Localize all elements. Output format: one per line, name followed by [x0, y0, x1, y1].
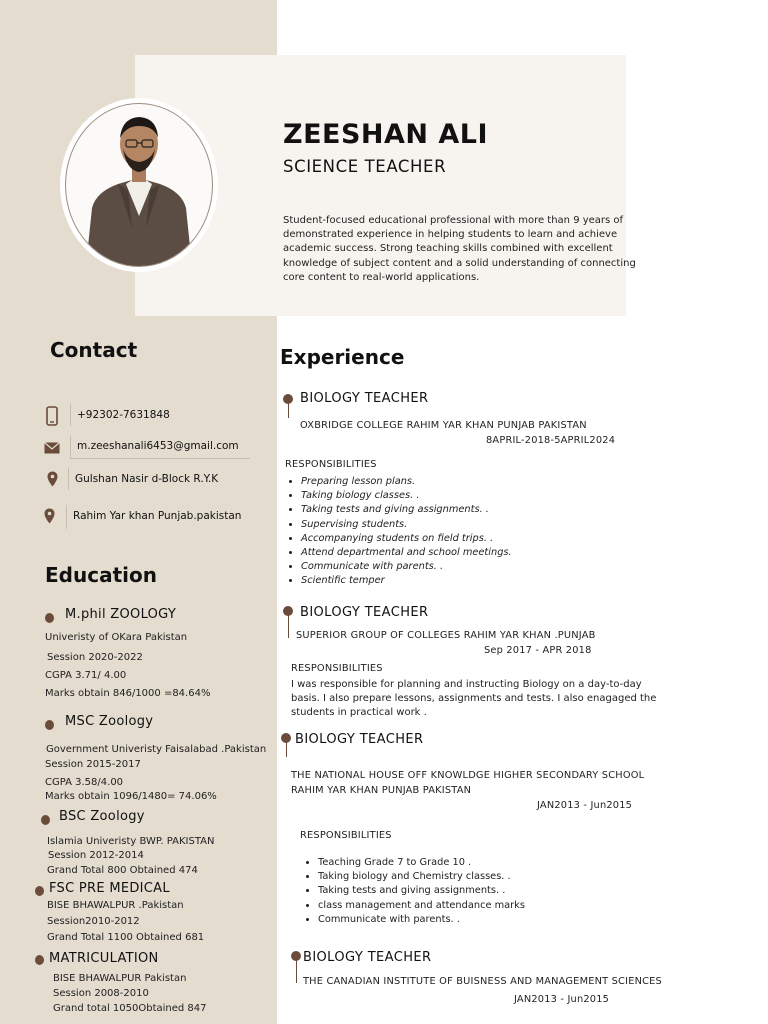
job-title: BIOLOGY TEACHER — [295, 732, 424, 747]
duty-item: • Scientific temper — [301, 574, 601, 588]
degree-detail: BISE BHAWALPUR .Pakistan — [47, 900, 184, 911]
duty-item: • Communicate with parents. . — [301, 560, 601, 574]
degree-detail: CGPA 3.71/ 4.00 — [45, 670, 127, 681]
degree-title: BSC Zoology — [59, 809, 145, 824]
degree-detail: Session 2015-2017 — [45, 759, 141, 770]
job-dates: JAN2013 - Jun2015 — [537, 800, 633, 811]
responsibilities-label: RESPONSIBILITIES — [291, 663, 383, 674]
degree-title: M.phil ZOOLOGY — [65, 607, 177, 622]
job-organization: THE CANADIAN INSTITUTE OF BUISNESS AND MANAGEMENT SCIENCES — [303, 976, 662, 987]
job-role: SCIENCE TEACHER — [283, 157, 447, 176]
bullet-dot — [45, 720, 54, 730]
divider — [68, 468, 69, 490]
phone-icon — [46, 406, 58, 426]
degree-detail: Session 2008-2010 — [53, 988, 149, 999]
profile-summary: Student-focused educational professional with more than 9 years of demonstrated experience in helping students to learn and achieve academic success. Strong teaching skills combined with excellent knowledge of subject content and a solid understanding of connecting core content to real-world applications. — [283, 215, 636, 283]
timeline-stem — [288, 402, 290, 418]
phone-number[interactable]: +92302-7631848 — [77, 409, 170, 421]
responsibilities-label: RESPONSIBILITIES — [285, 459, 377, 470]
degree-detail: Univeristy of OKara Pakistan — [45, 632, 188, 643]
duty-item: • class management and attendance marks — [318, 899, 618, 913]
degree-detail: Government Univeristy Faisalabad .Pakistan — [46, 744, 267, 755]
bullet-dot — [35, 955, 44, 965]
duties-paragraph: I was responsible for planning and instructing Biology on a day-to-day basis. I also prepare lessons, assignments and tests. I also enagaged the students in practical work . — [291, 679, 657, 718]
email-address[interactable]: m.zeeshanali6453@gmail.com — [77, 440, 239, 452]
degree-title: MATRICULATION — [49, 951, 159, 966]
location-pin-icon — [47, 471, 58, 487]
job-title: BIOLOGY TEACHER — [300, 605, 429, 620]
job-title: BIOLOGY TEACHER — [303, 950, 432, 965]
timeline-stem — [296, 959, 298, 983]
degree-detail: BISE BHAWALPUR Pakistan — [53, 973, 187, 984]
duty-item: • Preparing lesson plans. — [301, 475, 601, 489]
job-dates: Sep 2017 - APR 2018 — [484, 645, 592, 656]
bullet-dot — [35, 886, 44, 896]
profile-photo — [60, 98, 218, 272]
duty-item: • Attend departmental and school meetings. — [301, 546, 601, 560]
degree-detail: Grand Total 1100 Obtained 681 — [47, 932, 205, 943]
duty-item: • Taking tests and giving assignments. . — [318, 884, 618, 898]
experience-heading: Experience — [280, 345, 405, 369]
divider — [70, 458, 250, 459]
bullet-dot — [45, 613, 54, 623]
degree-detail: Islamia Univeristy BWP. PAKISTAN — [47, 836, 215, 847]
timeline-stem — [288, 614, 290, 638]
email-icon — [44, 442, 60, 454]
education-heading: Education — [45, 563, 157, 587]
degree-title: MSC Zoology — [65, 714, 154, 729]
location-pin-icon — [44, 508, 55, 524]
degree-detail: Session2010-2012 — [47, 916, 140, 927]
job-title: BIOLOGY TEACHER — [300, 391, 429, 406]
job-organization: OXBRIDGE COLLEGE RAHIM YAR KHAN PUNJAB PAKISTAN — [300, 420, 587, 431]
bullet-dot — [41, 815, 50, 825]
degree-detail: Session 2012-2014 — [48, 850, 144, 861]
duty-item: • Taking biology classes. . — [301, 489, 601, 503]
divider — [66, 505, 67, 529]
divider — [70, 404, 71, 426]
duty-item: • Accompanying students on field trips. . — [301, 532, 601, 546]
job-organization-line-2: RAHIM YAR KHAN PUNJAB PAKISTAN — [291, 785, 472, 796]
degree-detail: Grand total 1050Obtained 847 — [53, 1003, 207, 1014]
duties-list — [302, 856, 618, 927]
job-organization: THE NATIONAL HOUSE OFF KNOWLDGE HIGHER SECONDARY SCHOOL — [291, 770, 645, 781]
job-dates: 8APRIL-2018-5APRIL2024 — [486, 435, 616, 446]
responsibilities-label: RESPONSIBILITIES — [300, 830, 392, 841]
contact-heading: Contact — [50, 338, 138, 362]
duty-item: • Communicate with parents. . — [318, 913, 618, 927]
degree-title: FSC PRE MEDICAL — [49, 881, 170, 896]
degree-detail: CGPA 3.58/4.00 — [45, 777, 124, 788]
degree-detail: Marks obtain 1096/1480= 74.06% — [45, 791, 217, 802]
degree-detail: Session 2020-2022 — [47, 652, 143, 663]
duty-item: • Taking tests and giving assignments. . — [301, 503, 601, 517]
duties-list — [285, 475, 601, 589]
job-organization: SUPERIOR GROUP OF COLLEGES RAHIM YAR KHAN .PUNJAB — [296, 630, 596, 641]
duty-item: • Teaching Grade 7 to Grade 10 . — [318, 856, 618, 870]
duty-item: • Taking biology and Chemistry classes. . — [318, 870, 618, 884]
job-dates: JAN2013 - Jun2015 — [514, 994, 610, 1005]
timeline-stem — [286, 741, 288, 757]
person-name: ZEESHAN ALI — [283, 119, 489, 150]
address-line-1: Gulshan Nasir d-Block R.Y.K — [75, 473, 219, 485]
duty-item: • Supervising students. — [301, 518, 601, 532]
degree-detail: Marks obtain 846/1000 =84.64% — [45, 688, 211, 699]
degree-detail: Grand Total 800 Obtained 474 — [47, 865, 198, 876]
address-line-2: Rahim Yar khan Punjab.pakistan — [73, 510, 242, 522]
person-portrait-icon — [66, 104, 212, 266]
divider — [70, 436, 71, 458]
